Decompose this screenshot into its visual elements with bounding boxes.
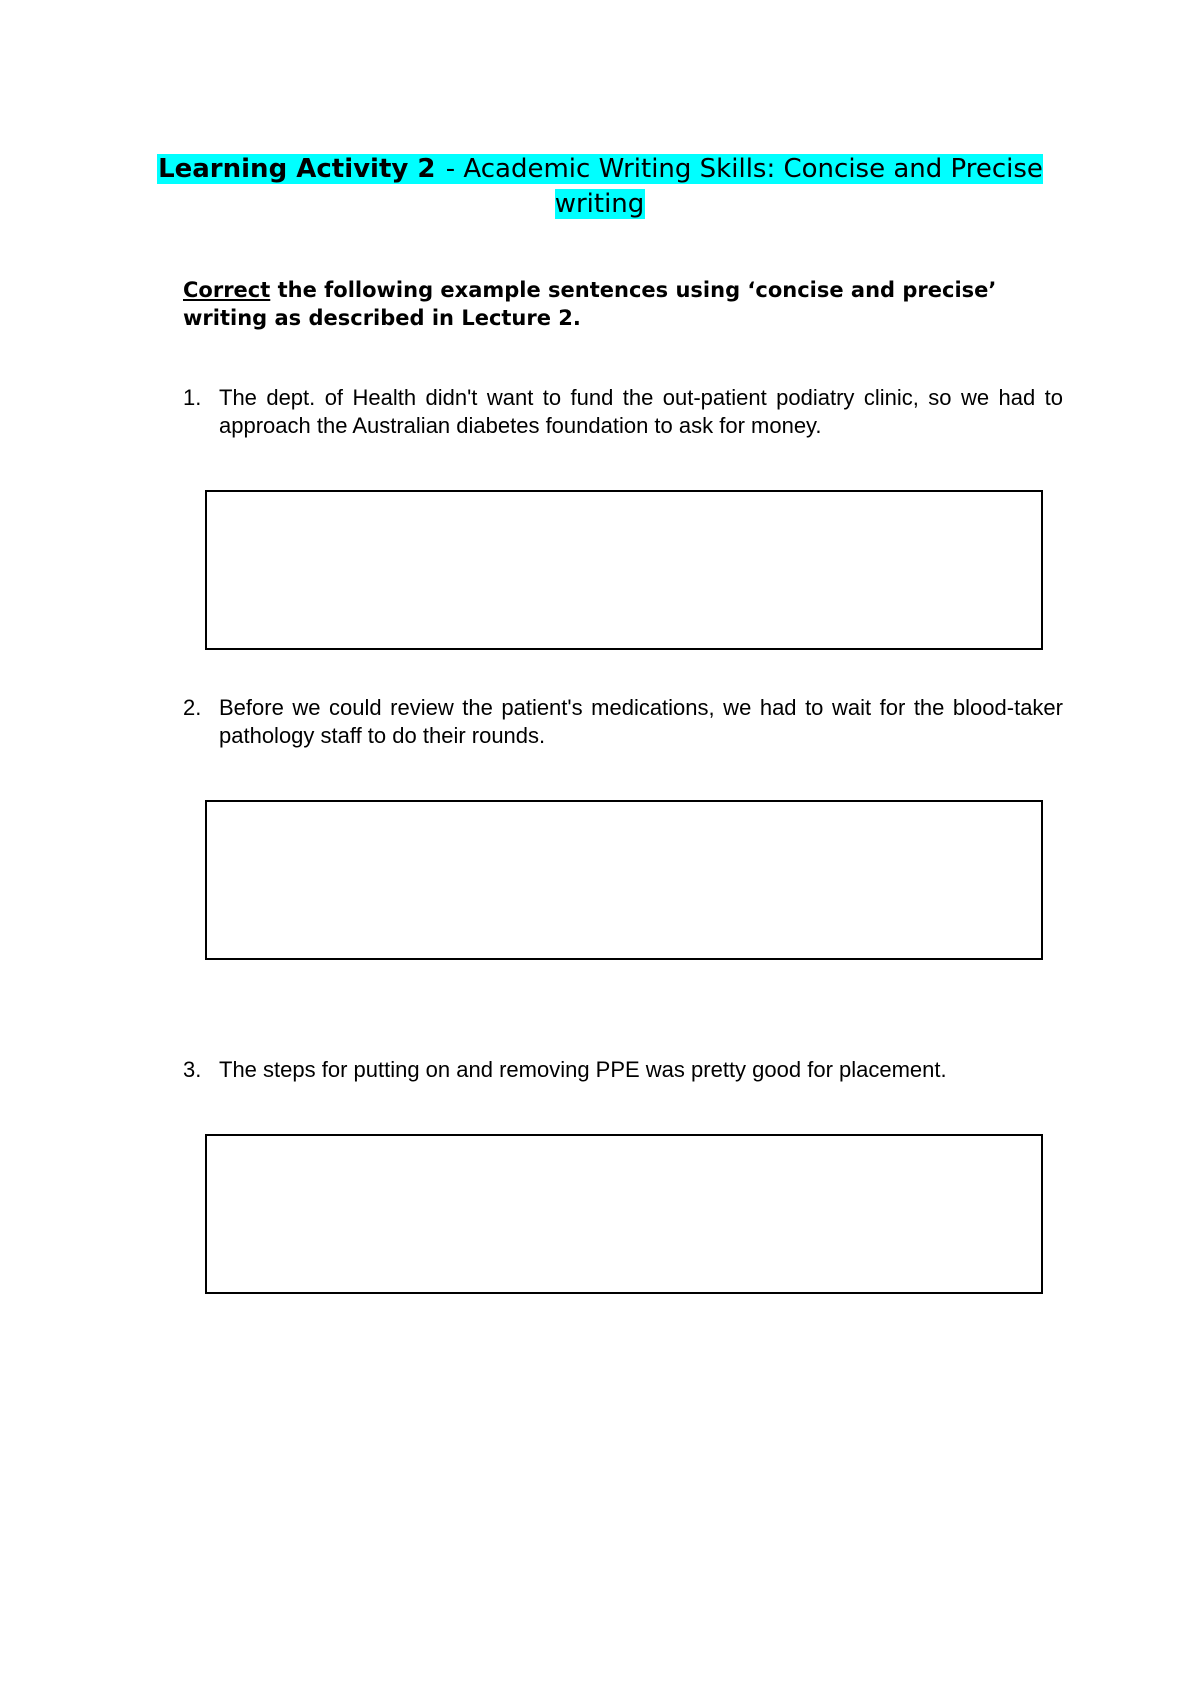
- question-number: 1.: [183, 385, 202, 410]
- question-2: [183, 694, 1063, 750]
- page-title: [150, 152, 1050, 222]
- question-3: [183, 1056, 1063, 1084]
- question-number: 2.: [183, 695, 202, 720]
- answer-box-2[interactable]: [205, 800, 1043, 960]
- title-rest: - Academic Writing Skills: Concise and Precise writing: [437, 154, 1043, 219]
- answer-box-1[interactable]: [205, 490, 1043, 650]
- instructions-rest: the following example sentences using ‘concise and precise’ writing as described in Lecture 2.: [183, 278, 997, 330]
- question-text: The steps for putting on and removing PPE was pretty good for placement.: [219, 1057, 947, 1082]
- instructions: [183, 276, 1063, 332]
- answer-box-3[interactable]: [205, 1134, 1043, 1294]
- instructions-underlined: Correct: [183, 278, 271, 302]
- question-text: The dept. of Health didn't want to fund the out-patient podiatry clinic, so we had to approach the Australian diabetes foundation to ask for money.: [219, 385, 1063, 438]
- question-number: 3.: [183, 1057, 202, 1082]
- question-1: [183, 384, 1063, 440]
- question-text: Before we could review the patient's medications, we had to wait for the blood-taker pathology staff to do their rounds.: [219, 695, 1063, 748]
- title-bold-part: Learning Activity 2: [158, 154, 436, 184]
